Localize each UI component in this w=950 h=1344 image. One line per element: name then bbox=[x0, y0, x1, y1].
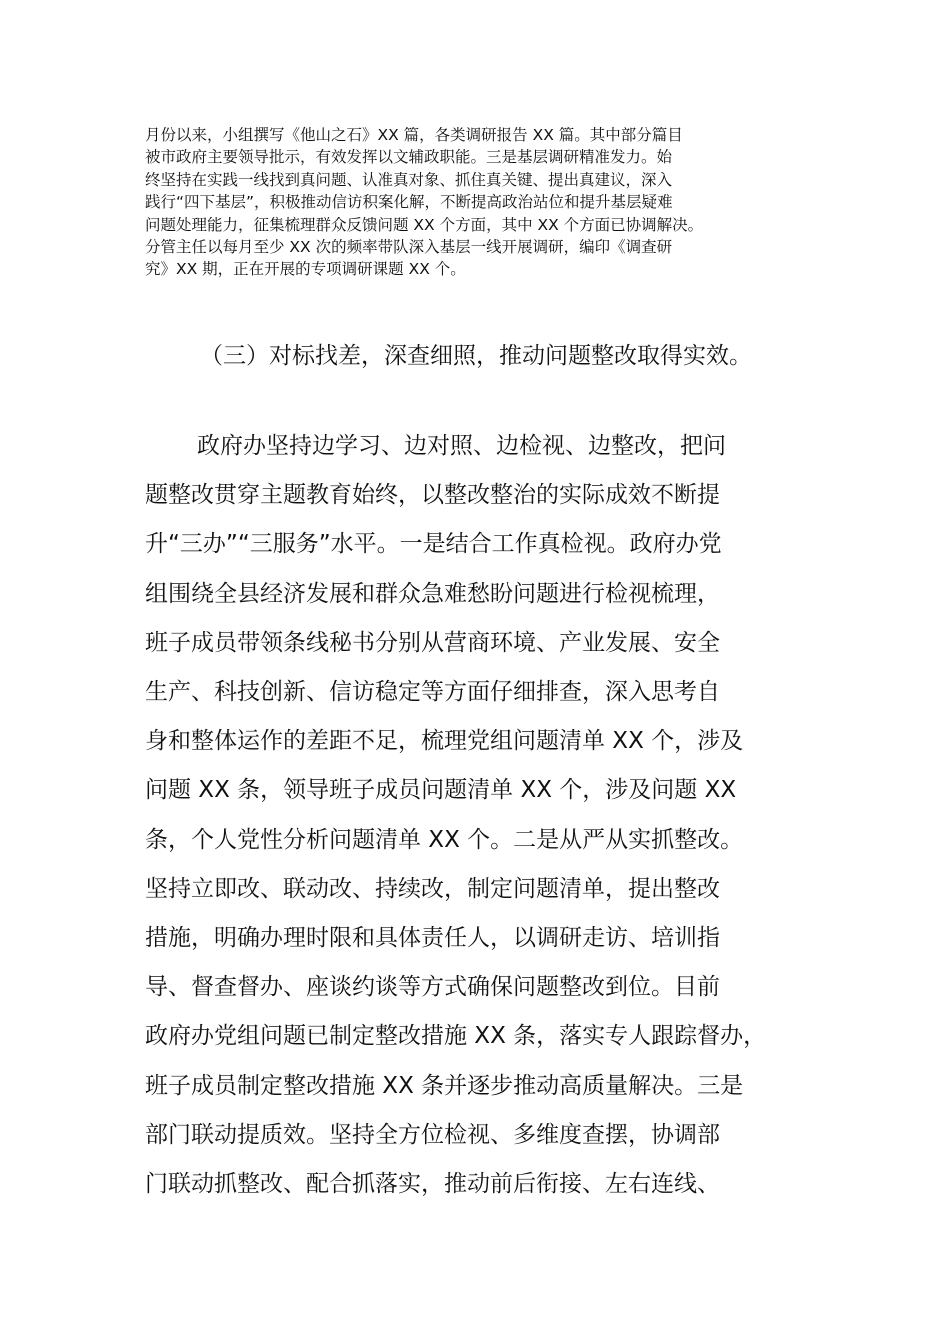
text-line: 条，个人党性分析问题清单 XX 个。二是从严从实抓整改。 bbox=[145, 826, 744, 853]
text-line: 问题 XX 条，领导班子成员问题清单 XX 个，涉及问题 XX bbox=[145, 777, 737, 804]
text-line: 究》XX 期，正在开展的专项调研课题 XX 个。 bbox=[145, 260, 466, 279]
text-line: 升“三办”“三服务”水平。一是结合工作真检视。政府办党 bbox=[145, 531, 722, 558]
text-line: 月份以来，小组撰写《他山之石》XX 篇，各类调研报告 XX 篇。其中部分篇目 bbox=[145, 126, 683, 144]
text-line: 被市政府主要领导批示，有效发挥以文辅政职能。三是基层调研精准发力。始 bbox=[145, 148, 673, 167]
section-heading: （三）对标找差，深查细照，推动问题整改取得实效。 bbox=[200, 343, 752, 369]
text-line: 政府办坚持边学习、边对照、边检视、边整改，把问 bbox=[197, 433, 726, 459]
text-line: 身和整体运作的差距不足，梳理党组问题清单 XX 个，涉及 bbox=[145, 728, 744, 755]
text-line: 问题处理能力，征集梳理群众反馈问题 XX 个方面，其中 XX 个方面已协调解决。 bbox=[145, 215, 704, 234]
text-line: 政府办党组问题已制定整改措施 XX 条，落实专人跟踪督办， bbox=[145, 1023, 767, 1050]
paragraph-rectification bbox=[145, 422, 835, 1209]
text-line: 坚持立即改、联动改、持续改，制定问题清单，提出整改 bbox=[145, 875, 720, 902]
text-line: 生产、科技创新、信访稳定等方面仔细排查，深入思考自 bbox=[145, 679, 720, 706]
text-line: 践行“四下基层”，积极推动信访积案化解，不断提高政治站位和提升基层疑难 bbox=[145, 193, 673, 212]
text-line: 组围绕全县经济发展和群众急难愁盼问题进行检视梳理， bbox=[145, 580, 720, 607]
text-line: 题整改贯穿主题教育始终，以整改整治的实际成效不断提 bbox=[145, 482, 720, 509]
text-line: 分管主任以每月至少 XX 次的频率带队深入基层一线开展调研，编印《调查研 bbox=[145, 238, 673, 257]
text-line: 门联动抓整改、配合抓落实，推动前后衔接、左右连线、 bbox=[145, 1171, 720, 1198]
text-line: 导、督查督办、座谈约谈等方式确保问题整改到位。目前 bbox=[145, 974, 720, 1001]
text-line: 班子成员带领条线秘书分别从营商环境、产业发展、安全 bbox=[145, 629, 720, 656]
paragraph-research bbox=[145, 124, 845, 281]
text-line: 班子成员制定整改措施 XX 条并逐步推动高质量解决。三是 bbox=[145, 1072, 744, 1099]
text-line: 措施，明确办理时限和具体责任人，以调研走访、培训指 bbox=[145, 925, 720, 952]
text-line: 部门联动提质效。坚持全方位检视、多维度查摆，协调部 bbox=[145, 1121, 720, 1148]
text-line: 终坚持在实践一线找到真问题、认准真对象、抓住真关键、提出真建议，深入 bbox=[145, 170, 673, 189]
